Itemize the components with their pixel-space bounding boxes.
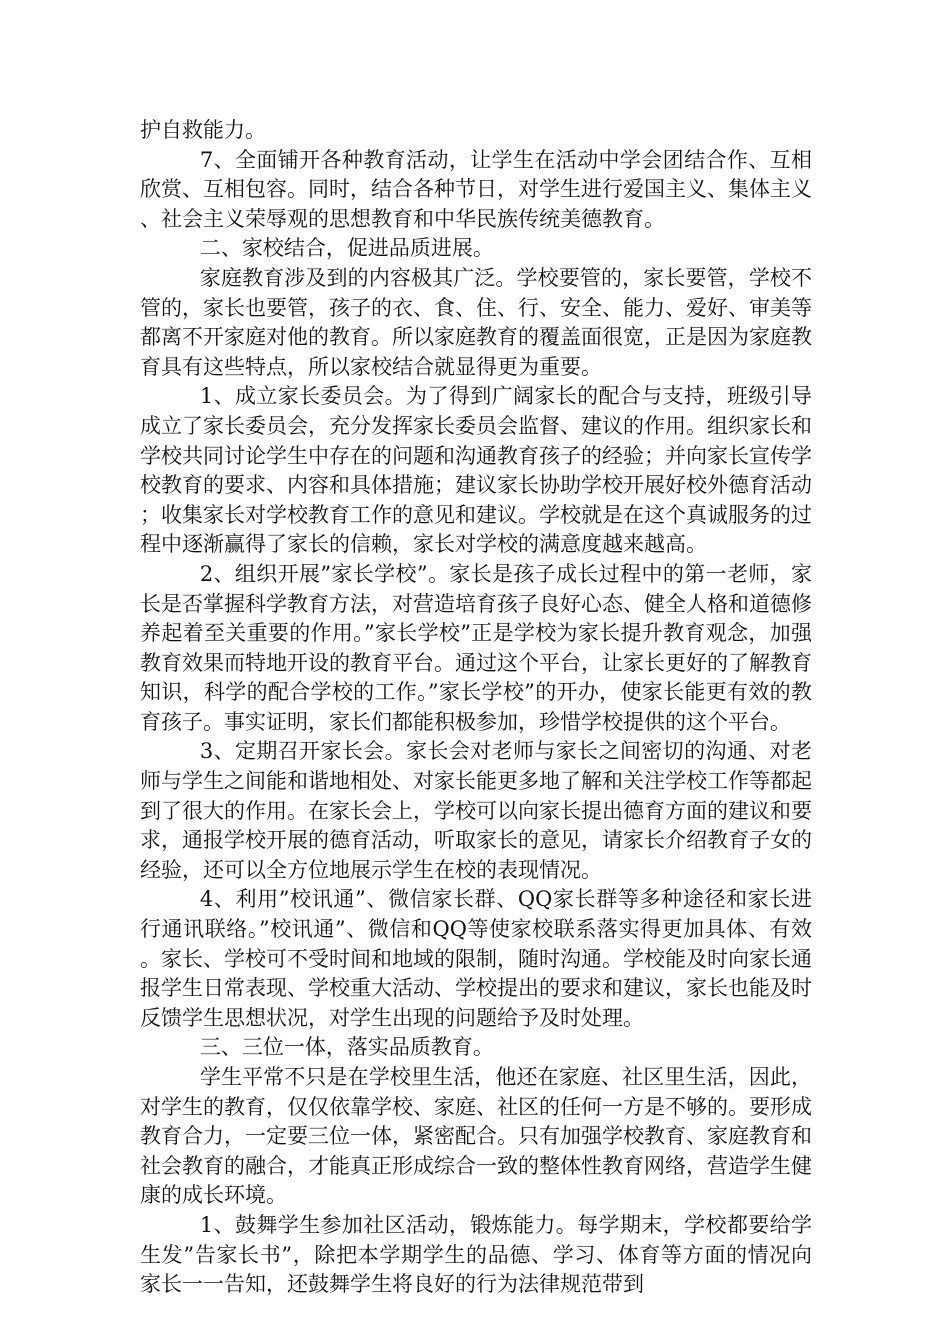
paragraph: 1、成立家长委员会。为了得到广阔家长的配合与支持，班级引导成立了家长委员会，充分发挥家长委员会监督、建议的作用。组织家长和学校共同讨论学生中存在的问题和沟通教育孩子的经验；并向家长宣传学校教育的要求、内容和具体措施；建议家长协助学校开展好校外德育活动；收集家长对学校教育工作的意见和建议。学校就是在这个真诚服务的过程中逐渐赢得了家长的信赖，家长对学校的满意度越来越高。	[140, 384, 812, 557]
paragraph: 4、利用”校讯通”、微信家长群、QQ家长群等多种途径和家长进行通讯联络。”校讯通”、微信和QQ等使家校联系落实得更加具体、有效。家长、学校可不受时间和地域的限制，随时沟通。学校能及时向家长通报学生日常表现、学校重大活动、学校提出的要求和建议，家长也能及时反馈学生思想状况，对学生出现的问题给予及时处理。	[140, 887, 812, 1030]
paragraph: 7、全面铺开各种教育活动，让学生在活动中学会团结合作、互相欣赏、互相包容。同时，结合各种节日，对学生进行爱国主义、集体主义、社会主义荣辱观的思想教育和中华民族传统美德教育。	[140, 147, 812, 231]
document-page	[140, 116, 812, 1300]
section-heading: 二、家校结合，促进品质进展。	[199, 236, 494, 261]
paragraph: 学生平常不只是在学校里生活，他还在家庭、社区里生活，因此，对学生的教育，仅仅依靠学校、家庭、社区的任何一方是不够的。要形成教育合力，一定要三位一体，紧密配合。只有加强学校教育、家庭教育和社会教育的融合，才能真正形成综合一致的整体性教育网络，营造学生健康的成长环境。	[140, 1065, 812, 1208]
section-heading: 三、三位一体，落实品质教育。	[199, 1035, 494, 1060]
paragraph: 2、组织开展”家长学校”。家长是孩子成长过程中的第一老师，家长是否掌握科学教育方法，对营造培育孩子良好心态、健全人格和道德修养起着至关重要的作用。”家长学校”正是学校为家长提升教育观念，加强教育效果而特地开设的教育平台。通过这个平台，让家长更好的了解教育知识，科学的配合学校的工作。”家长学校”的开办，使家长能更有效的教育孩子。事实证明，家长们都能积极参加，珍惜学校提供的这个平台。	[140, 561, 812, 734]
paragraph: 家庭教育涉及到的内容极其广泛。学校要管的，家长要管，学校不管的，家长也要管，孩子的衣、食、住、行、安全、能力、爱好、审美等都离不开家庭对他的教育。所以家庭教育的覆盖面很宽，正是因为家庭教育具有这些特点，所以家校结合就显得更为重要。	[140, 265, 812, 379]
paragraph: 3、定期召开家长会。家长会对老师与家长之间密切的沟通、对老师与学生之间能和谐地相处、对家长能更多地了解和关注学校工作等都起到了很大的作用。在家长会上，学校可以向家长提出德育方面的建议和要求，通报学校开展的德育活动，听取家长的意见，请家长介绍教育子女的经验，还可以全方位地展示学生在校的表现情况。	[140, 739, 812, 882]
paragraph: 护自救能力。	[140, 118, 266, 142]
paragraph: 1、鼓舞学生参加社区活动，锻炼能力。每学期末，学校都要给学生发”告家长书”，除把本学期学生的品德、学习、体育等方面的情况向家长一一告知，还鼓舞学生将良好的行为法律规范带到	[140, 1212, 812, 1297]
